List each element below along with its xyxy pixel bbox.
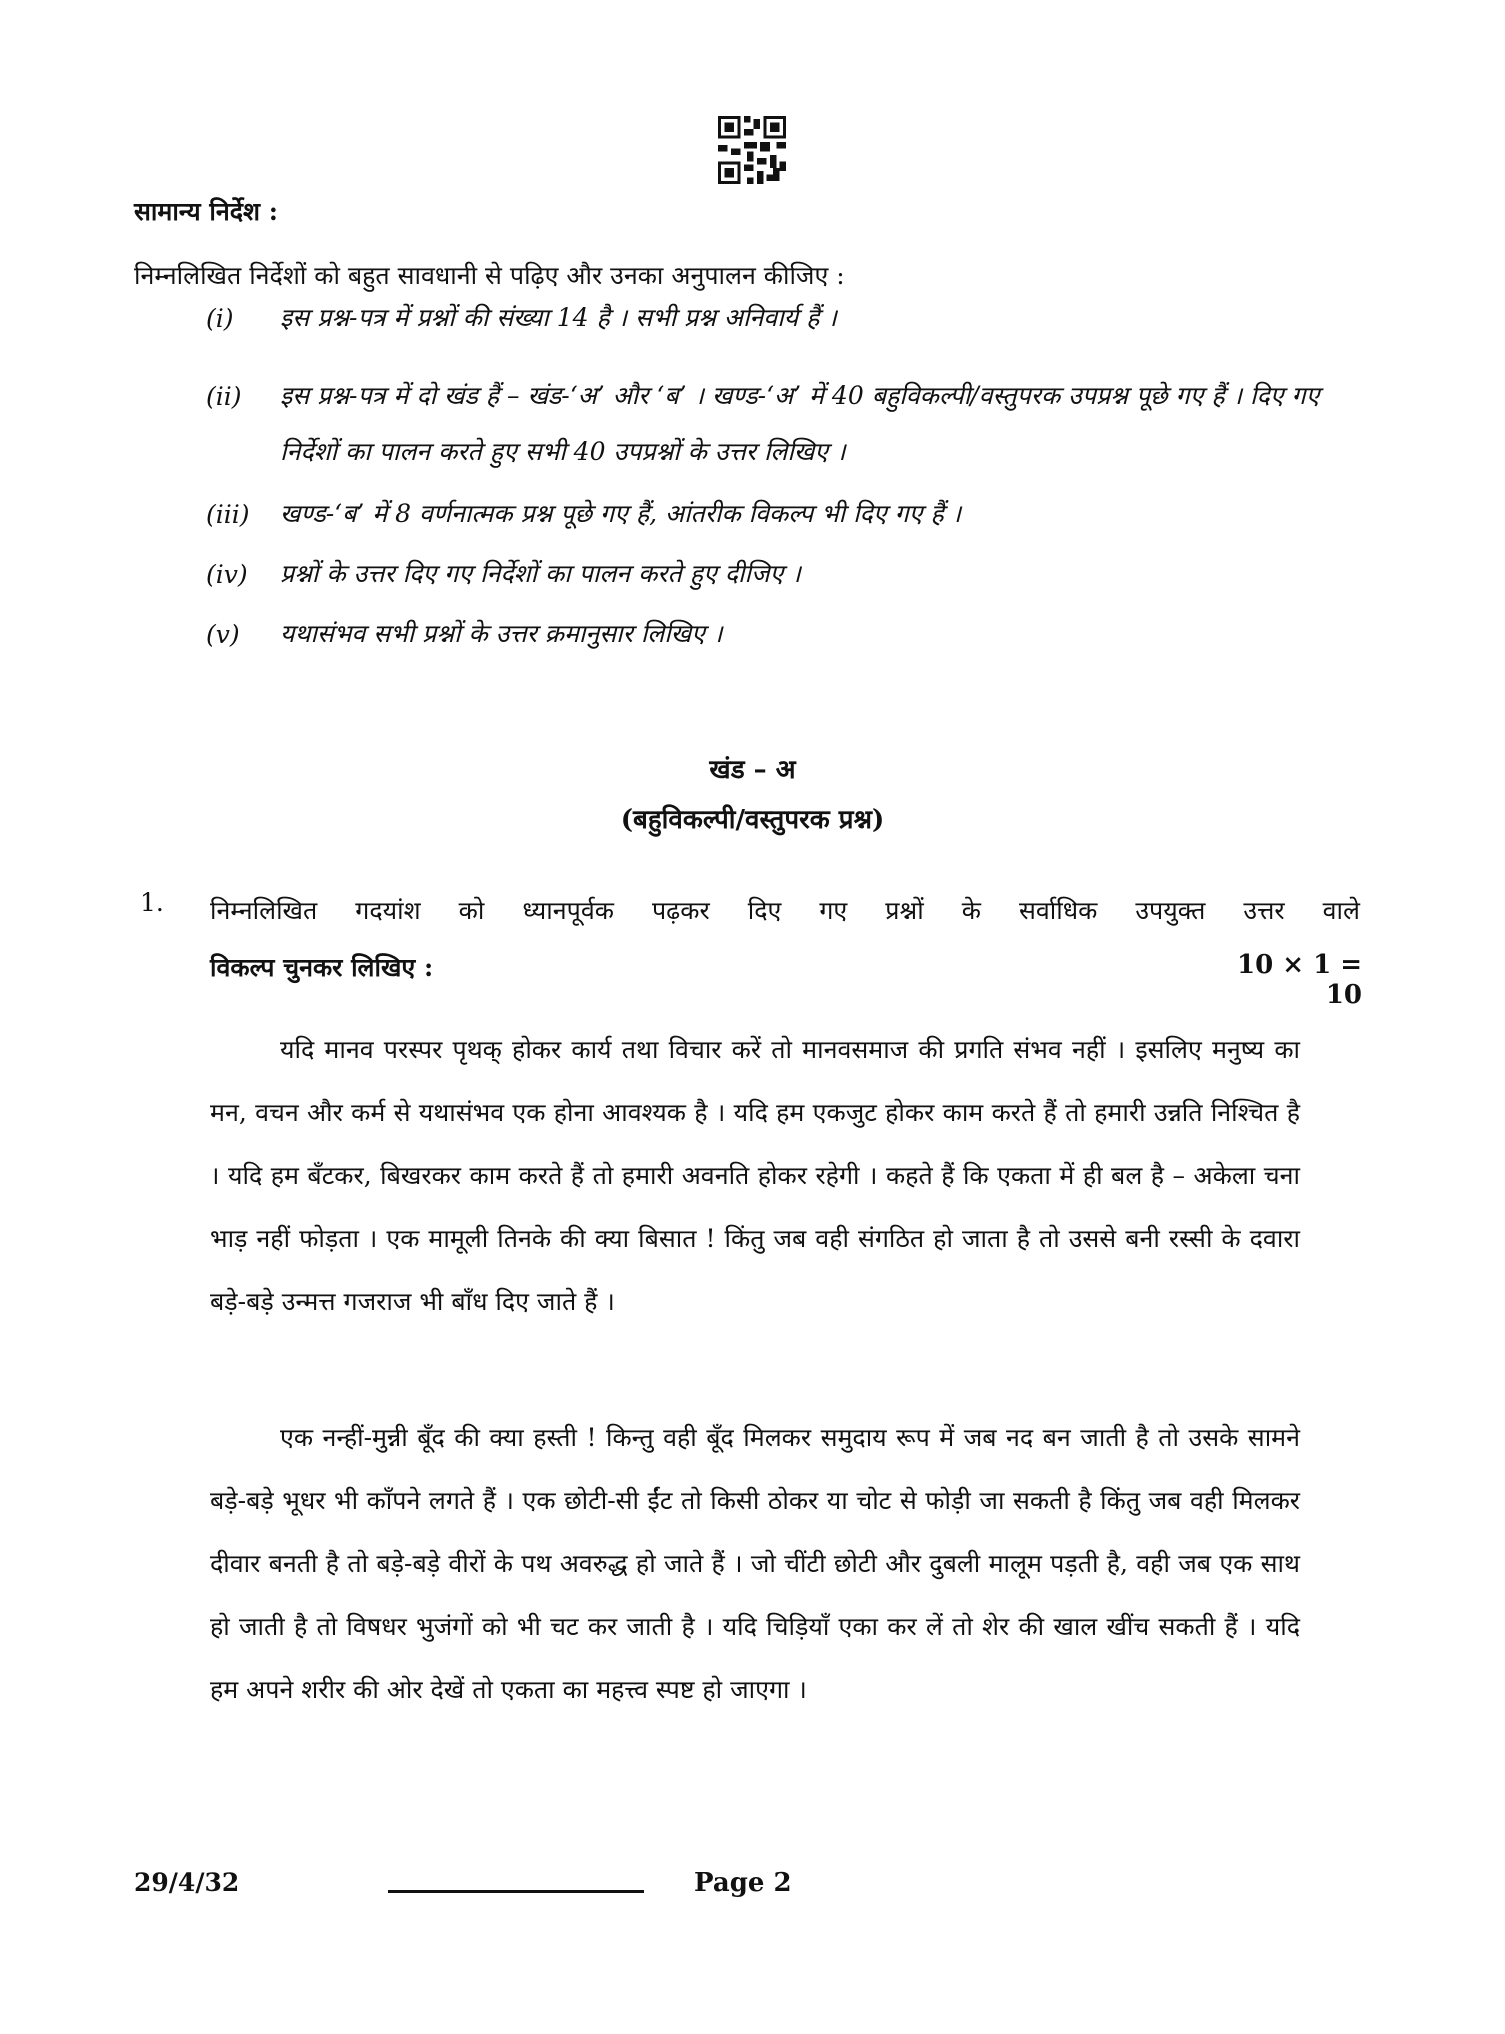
general-instructions-intro: निम्नलिखित निर्देशों को बहुत सावधानी से पढ़िए और उनका अनुपालन कीजिए :: [134, 261, 845, 290]
general-instructions-title: सामान्य निर्देश :: [134, 197, 278, 226]
instruction-number: (i): [206, 304, 234, 333]
section-subtitle: (बहुविकल्पी/वस्तुपरक प्रश्न): [620, 805, 885, 835]
instruction-text: प्रश्नों के उत्तर दिए गए निर्देशों का पालन करते हुए दीजिए ।: [280, 559, 801, 588]
instruction-number: (iv): [206, 560, 248, 589]
section-title: खंड – अ: [709, 755, 796, 785]
paper-code: 29/4/32: [134, 1868, 240, 1897]
instruction-text: यथासंभव सभी प्रश्नों के उत्तर क्रमानुसार लिखिए ।: [280, 619, 723, 648]
passage-paragraph: यदि मानव परस्पर पृथक् होकर कार्य तथा विचार करें तो मानवसमाज की प्रगति संभव नहीं । इसलिए मनुष्य का मन, वचन और कर्म से यथासंभव एक होना आवश्यक है । यदि हम एकजुट होकर काम करते हैं तो हमारी उन्नति निश्चित है । यदि हम बँटकर, बिखरकर काम करते हैं तो हमारी अवनति होकर रहेगी । कहते हैं कि एकता में ही बल है – अकेला चना भाड़ नहीं फोड़ता । एक मामूली तिनके की क्या बिसात ! किंतु जब वही संगठित हो जाता है तो उससे बनी रस्सी के दवारा बड़े-बड़े उन्मत्त गजराज भी बाँध दिए जाते हैं ।: [210, 1035, 1300, 1316]
instruction-text: खण्ड-‘ब’ में 8 वर्णनात्मक प्रश्न पूछे गए हैं, आंतरीक विकल्प भी दिए गए हैं ।: [280, 499, 962, 528]
instruction-number: (iii): [206, 500, 250, 529]
question-number: 1.: [140, 888, 164, 917]
qr-code-icon: [718, 116, 786, 184]
instruction-number: (ii): [206, 382, 242, 411]
page-number: Page 2: [694, 1868, 792, 1898]
instruction-text: इस प्रश्न-पत्र में प्रश्नों की संख्या 14 है । सभी प्रश्न अनिवार्य हैं ।: [280, 303, 837, 332]
question-text: निम्नलिखित गदयांश को ध्यानपूर्वक पढ़कर दिए गए प्रश्नों के सर्वाधिक उपयुक्त उत्तर वाले: [210, 896, 1360, 925]
instruction-number: (v): [206, 620, 240, 649]
passage-paragraph: एक नन्हीं-मुन्नी बूँद की क्या हस्ती ! किन्तु वही बूँद मिलकर समुदाय रूप में जब नद बन जाती है तो उसके सामने बड़े-बड़े भूधर भी काँपने लगते हैं । एक छोटी-सी ईंट तो किसी ठोकर या चोट से फोड़ी जा सकती है किंतु जब वही मिलकर दीवार बनती है तो बड़े-बड़े वीरों के पथ अवरुद्ध हो जाते हैं । जो चींटी छोटी और दुबली मालूम पड़ती है, वही जब एक साथ हो जाती है तो विषधर भुजंगों को भी चट कर जाती है । यदि चिड़ियाँ एका कर लें तो शेर की खाल खींच सकती हैं । यदि हम अपने शरीर की ओर देखें तो एकता का महत्त्व स्पष्ट हो जाएगा ।: [210, 1423, 1300, 1704]
instruction-text: इस प्रश्न-पत्र में दो खंड हैं – खंड-‘अ’ और ‘ब’ । खण्ड-‘अ’ में 40 बहुविकल्पी/वस्तुपरक उपप्रश्न पूछे गए हैं । दिए गए निर्देशों का पालन करते हुए सभी 40 उपप्रश्नों के उत्तर लिखिए ।: [280, 381, 1320, 466]
question-text-continued: विकल्प चुनकर लिखिए :: [210, 953, 434, 982]
footer-divider: [388, 1890, 644, 1893]
question-marks: 10 × 1 = 10: [1237, 950, 1362, 1010]
